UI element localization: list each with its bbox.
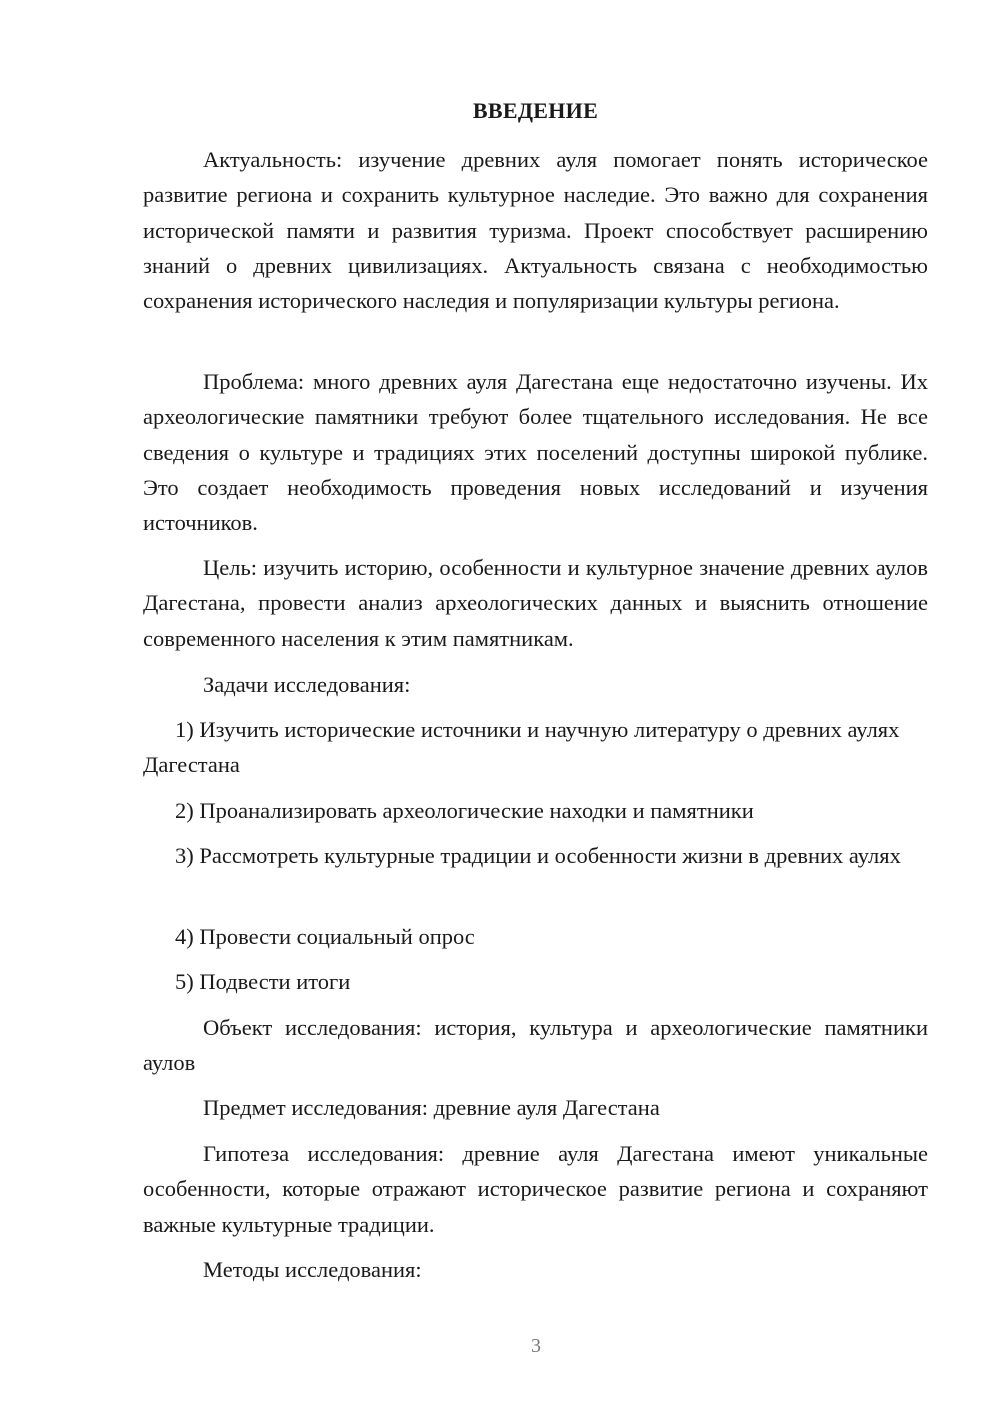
tasks-heading-text: Задачи исследования: bbox=[203, 672, 411, 697]
paragraph-subject bbox=[143, 1090, 928, 1125]
object-text: Объект исследования: история, культура и археологические памятники аулов bbox=[143, 1015, 928, 1076]
methods-text: Методы исследования: bbox=[203, 1257, 422, 1282]
task-item-1 bbox=[143, 712, 928, 783]
list-item: 5) Подвести итоги bbox=[175, 969, 351, 994]
paragraph-object bbox=[143, 1010, 928, 1081]
hypothesis-text: Гипотеза исследования: древние ауля Дагестана имеют уникальные особенности, которые отражают историческое развитие региона и сохраняют важные культурные традиции. bbox=[143, 1141, 928, 1237]
goal-text: Цель: изучить историю, особенности и культурное значение древних аулов Дагестана, провести анализ археологических данных и выяснить отношение современного населения к этим памятникам. bbox=[143, 555, 928, 651]
task-item-3 bbox=[143, 838, 928, 873]
paragraph-goal bbox=[143, 550, 928, 656]
paragraph-relevance bbox=[143, 142, 928, 318]
paragraph-tasks-heading bbox=[143, 667, 928, 702]
list-item: 3) Рассмотреть культурные традиции и особенности жизни в древних аулях bbox=[175, 843, 901, 868]
relevance-text: Актуальность: изучение древних ауля помогает понять историческое развитие региона и сохранить культурное наследие. Это важно для сохранения исторической памяти и развития туризма. Проект способствует расширению знаний о древних цивилизациях. Актуальность связана с необходимостью сохранения исторического наследия и популяризации культуры региона. bbox=[143, 147, 928, 314]
list-item: 4) Провести социальный опрос bbox=[175, 924, 475, 949]
paragraph-hypothesis bbox=[143, 1136, 928, 1242]
paragraph-methods bbox=[143, 1252, 928, 1287]
page-number: 3 bbox=[531, 1335, 541, 1357]
page-title: ВВЕДЕНИЕ bbox=[472, 98, 599, 123]
task-item-4 bbox=[143, 919, 928, 954]
subject-text: Предмет исследования: древние ауля Дагестана bbox=[203, 1095, 660, 1120]
task-item-5 bbox=[143, 964, 928, 999]
list-item: 1) Изучить исторические источники и научную литературу о древних аулях Дагестана bbox=[143, 717, 900, 778]
list-item: 2) Проанализировать археологические находки и памятники bbox=[175, 798, 754, 823]
problem-text: Проблема: много древних ауля Дагестана еще недостаточно изучены. Их археологические памятники требуют более тщательного исследования. Не все сведения о культуре и традициях этих поселений доступны широкой публике. Это создает необходимость проведения новых исследований и изучения источников. bbox=[143, 369, 928, 536]
task-item-2 bbox=[143, 793, 928, 828]
paragraph-problem bbox=[143, 364, 928, 540]
